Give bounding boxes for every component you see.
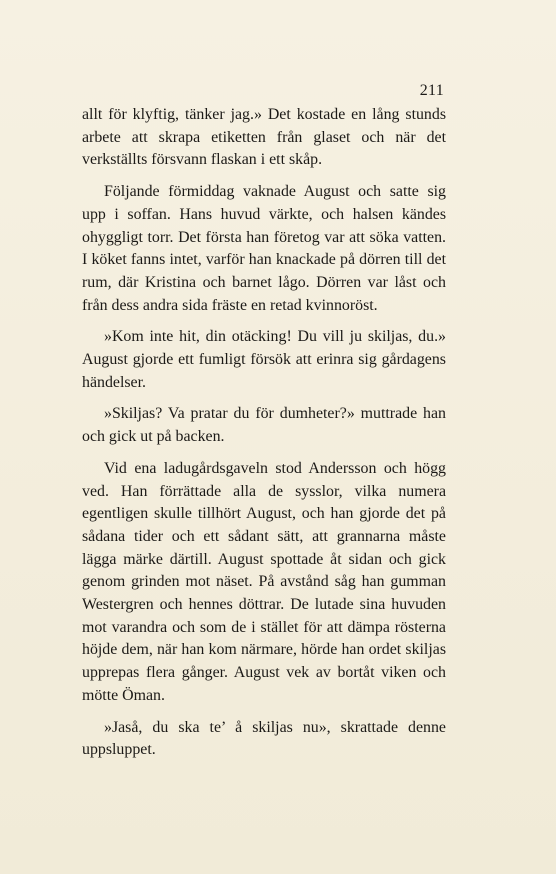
paragraph: »Jaså, du ska te’ å skiljas nu», skrattade denne uppsluppet.	[82, 718, 446, 759]
body-text	[82, 104, 446, 762]
paragraph: »Skiljas? Va pratar du för dumheter?» muttrade han och gick ut på backen.	[82, 405, 446, 446]
paragraph: Vid ena ladugårdsgaveln stod Andersson och högg ved. Han förrättade alla de sysslor, vilka numera egentligen skulle tillhört August, och han gjorde det på sådana tider och ett sådant sätt, att grannarna måste lägga märke därtill. August spottade åt sidan och gick genom grinden mot näset. På avstånd såg han gumman Westergren och hennes döttrar. De lutade sina huvuden mot varandra och som de i stället för att dämpa rösterna höjde dem, när han kom närmare, hörde han ordet skiljas upprepas flera gånger. August vek av bortåt viken och mötte Öman.	[82, 459, 446, 704]
paragraph: Följande förmiddag vaknade August och satte sig upp i soffan. Hans huvud värkte, och halsen kändes ohyggligt torr. Det första han företog var att söka vatten. I köket fanns intet, varför han knackade på dörren till det rum, där Kristina och barnet lågo. Dörren var låst och från dess andra sida fräste en retad kvinnoröst.	[82, 183, 446, 314]
page-number: 211	[419, 82, 444, 99]
paragraph: »Kom inte hit, din otäcking! Du vill ju skiljas, du.» August gjorde ett fumligt försök att erinra sig gårdagens händelser.	[82, 328, 446, 391]
paragraph: allt för klyftig, tänker jag.» Det kostade en lång stunds arbete att skrapa etiketten från glaset och när det verkställts försvann flaskan i ett skåp.	[82, 106, 446, 169]
